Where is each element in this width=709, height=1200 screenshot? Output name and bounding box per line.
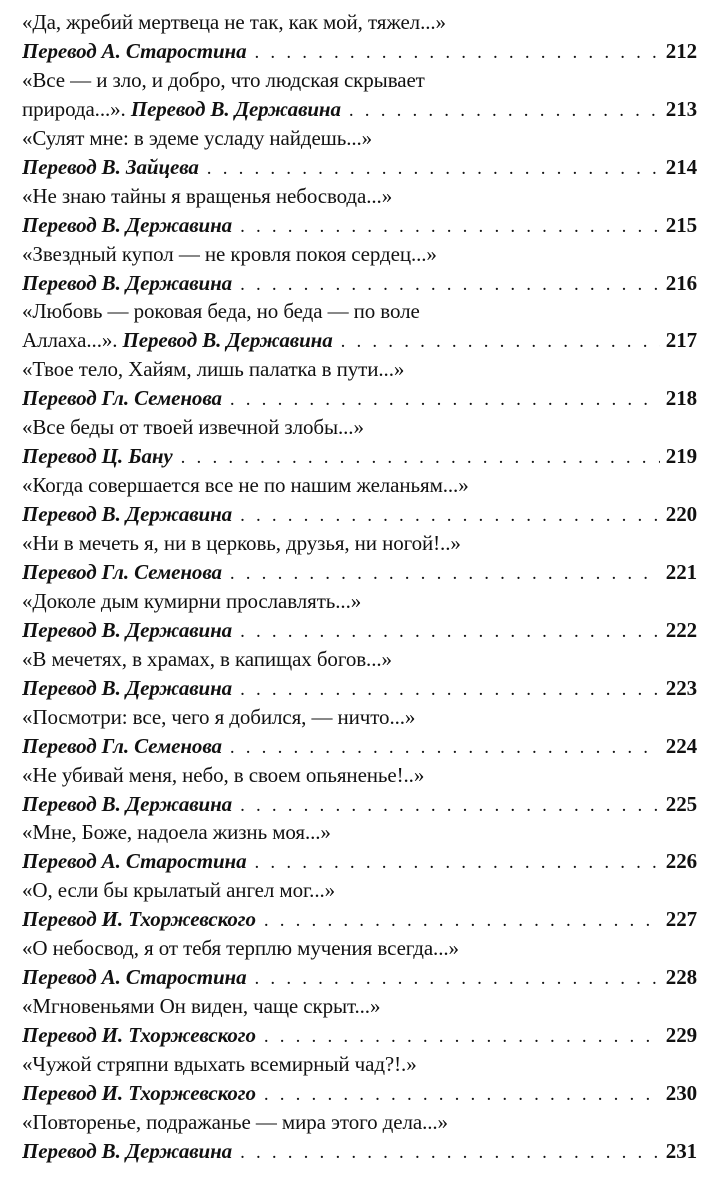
page-number: 226 [665, 849, 697, 874]
toc-entry [22, 934, 697, 992]
toc-entry [22, 587, 697, 645]
poem-first-line: «О небосвод, я от тебя терплю мучения всегда...» [22, 936, 459, 961]
toc-entry [22, 818, 697, 876]
page-number: 217 [665, 328, 697, 353]
translator-name: Перевод В. Державина [130, 96, 341, 121]
page-number: 214 [665, 154, 697, 179]
translator-line [22, 963, 697, 992]
toc-entry [22, 66, 697, 124]
dot-leader [240, 212, 660, 240]
dot-leader [341, 327, 660, 355]
toc-entry [22, 471, 697, 529]
translator-name: Перевод Гл. Семенова [22, 386, 222, 411]
poem-first-line: «Сулят мне: в эдеме усладу найдешь...» [22, 125, 373, 150]
poem-first-line: «Все — и зло, и добро, что людская скрывает [22, 67, 425, 92]
poem-first-line: «Любовь — роковая беда, но беда — по воле [22, 299, 420, 324]
page-number: 223 [665, 675, 697, 700]
translator-line [22, 616, 697, 645]
poem-first-line: «Не убивай меня, небо, в своем опьяненье!..» [22, 762, 425, 787]
toc-entry [22, 761, 697, 819]
page-number: 215 [665, 212, 697, 237]
translator-name: Перевод Гл. Семенова [22, 560, 222, 585]
translator-line [22, 1079, 697, 1108]
poem-first-line: «Посмотри: все, чего я добился, — ничто...» [22, 704, 416, 729]
translator-line [22, 153, 697, 182]
translator-name: Перевод И. Тхоржевского [22, 907, 256, 932]
page-number: 225 [665, 791, 697, 816]
translator-line [22, 674, 697, 703]
page-number: 224 [665, 733, 697, 758]
dot-leader [240, 270, 660, 298]
toc-entry [22, 124, 697, 182]
poem-first-line: «Мгновеньями Он виден, чаще скрыт...» [22, 994, 381, 1019]
translator-name: Перевод И. Тхоржевского [22, 1081, 256, 1106]
dot-leader [255, 848, 660, 876]
dot-leader [264, 1080, 660, 1108]
translator-name: Перевод В. Державина [22, 791, 233, 816]
translator-name: Перевод А. Старостина [22, 849, 247, 874]
dot-leader [264, 1022, 660, 1050]
translator-name: Перевод Гл. Семенова [22, 733, 222, 758]
translator-line [22, 211, 697, 240]
dot-leader [255, 964, 660, 992]
translator-name: Перевод А. Старостина [22, 39, 247, 63]
poem-first-line: «Да, жребий мертвеца не так, как мой, тяжел...» [22, 10, 446, 34]
dot-leader [207, 154, 660, 182]
toc-entry [22, 182, 697, 240]
dot-leader [230, 385, 660, 413]
page-number: 212 [665, 39, 697, 63]
dot-leader [240, 501, 660, 529]
translator-line [22, 905, 697, 934]
toc-entry [22, 1108, 697, 1166]
page-number: 228 [665, 965, 697, 990]
page-number: 220 [665, 502, 697, 527]
translator-name: Перевод В. Державина [122, 328, 333, 353]
page-number: 221 [665, 560, 697, 585]
translator-name: Перевод В. Державина [22, 675, 233, 700]
poem-first-line: «Твое тело, Хайям, лишь палатка в пути...» [22, 357, 405, 382]
translator-name: Перевод В. Зайцева [22, 154, 199, 179]
translator-line [22, 95, 697, 124]
poem-first-line: «В мечетях, в храмах, в капищах богов...» [22, 646, 392, 671]
toc-entry [22, 876, 697, 934]
page-number: 229 [665, 1023, 697, 1048]
poem-first-line: «Все беды от твоей извечной злобы...» [22, 415, 364, 440]
page-number: 230 [665, 1081, 697, 1106]
poem-first-line: «Когда совершается все не по нашим желаньям...» [22, 473, 469, 498]
translator-name: Перевод Ц. Бану [22, 444, 173, 469]
translator-name: Перевод А. Старостина [22, 965, 247, 990]
toc-entry [22, 992, 697, 1050]
translator-name: Перевод И. Тхоржевского [22, 1023, 256, 1048]
dot-leader [349, 96, 660, 124]
translator-line [22, 558, 697, 587]
page-number: 227 [665, 907, 697, 932]
dot-leader [230, 733, 660, 761]
toc-entry [22, 297, 697, 355]
translator-line [22, 326, 697, 355]
dot-leader [255, 38, 660, 66]
translator-line [22, 442, 697, 471]
page-number: 222 [665, 617, 697, 642]
table-of-contents [22, 8, 697, 1166]
dot-leader [240, 791, 660, 819]
dot-leader [181, 443, 660, 471]
toc-entry [22, 1050, 697, 1108]
page-number: 216 [665, 270, 697, 295]
translator-line [22, 37, 697, 66]
translator-line [22, 1137, 697, 1166]
poem-first-line: «Ни в мечеть я, ни в церковь, друзья, ни ногой!..» [22, 531, 461, 556]
poem-first-line: «Не знаю тайны я вращенья небосвода...» [22, 183, 393, 208]
translator-line [22, 1021, 697, 1050]
translator-line [22, 790, 697, 819]
poem-first-line: «Чужой стряпни вдыхать всемирный чад?!.» [22, 1052, 417, 1077]
toc-entry [22, 529, 697, 587]
translator-line [22, 500, 697, 529]
poem-first-line: «Доколе дым кумирни прославлять...» [22, 588, 362, 613]
translator-line [22, 732, 697, 761]
toc-entry [22, 355, 697, 413]
poem-first-line: «Мне, Боже, надоела жизнь моя...» [22, 820, 331, 845]
page-number: 218 [665, 386, 697, 411]
translator-line [22, 384, 697, 413]
dot-leader [240, 675, 660, 703]
poem-first-line: «Повторенье, подражанье — мира этого дела...» [22, 1109, 448, 1134]
translator-name: Перевод В. Державина [22, 270, 233, 295]
dot-leader [240, 617, 660, 645]
dot-leader [230, 559, 660, 587]
first-line-continuation: Аллаха...». [22, 328, 123, 353]
translator-name: Перевод В. Державина [22, 502, 233, 527]
poem-first-line: «О, если бы крылатый ангел мог...» [22, 878, 336, 903]
toc-entry [22, 645, 697, 703]
page-number: 231 [665, 1138, 697, 1163]
poem-first-line: «Звездный купол — не кровля покоя сердец...» [22, 241, 437, 266]
first-line-continuation: природа...». [22, 96, 131, 121]
page-number: 213 [665, 96, 697, 121]
toc-entry [22, 240, 697, 298]
translator-name: Перевод В. Державина [22, 1138, 233, 1163]
translator-line [22, 847, 697, 876]
translator-name: Перевод В. Державина [22, 617, 233, 642]
dot-leader [240, 1138, 660, 1166]
toc-entry [22, 703, 697, 761]
dot-leader [264, 906, 660, 934]
translator-line [22, 269, 697, 298]
translator-name: Перевод В. Державина [22, 212, 233, 237]
page-number: 219 [665, 444, 697, 469]
toc-entry [22, 8, 697, 66]
toc-entry [22, 413, 697, 471]
